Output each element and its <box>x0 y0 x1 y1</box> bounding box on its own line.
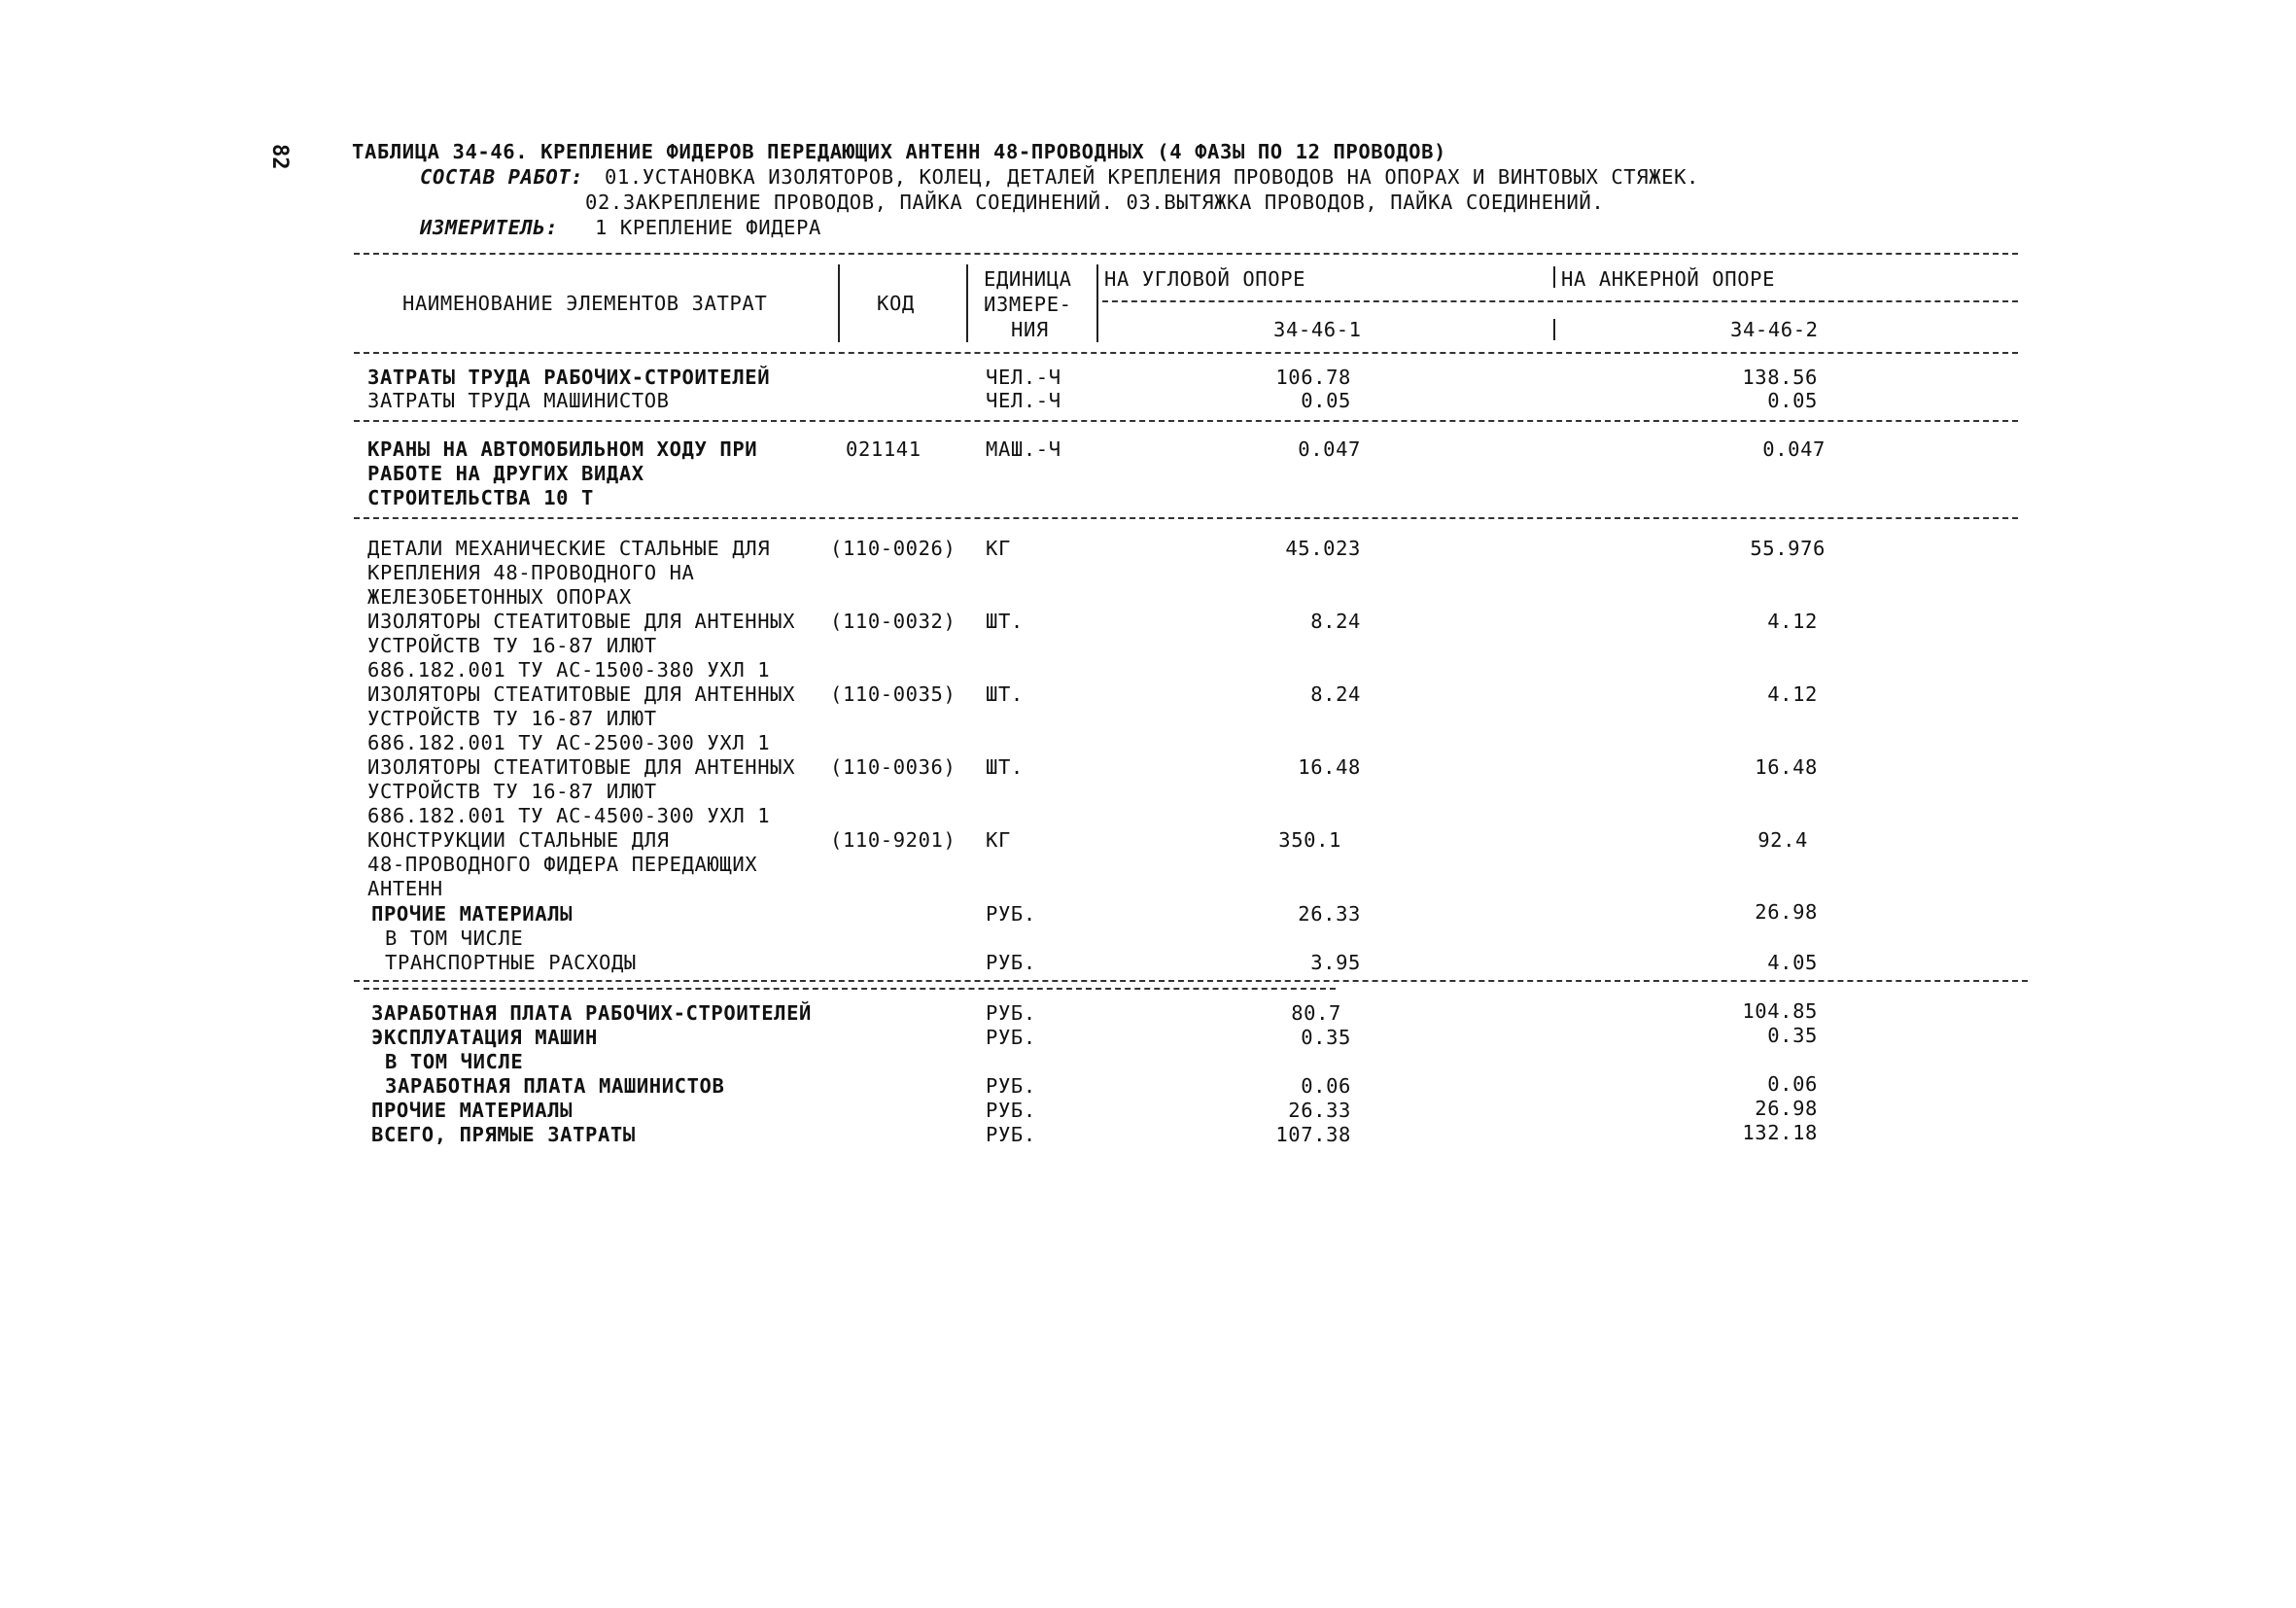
row-value-anchor: 26.98 <box>1755 900 1818 924</box>
row-value-anchor: 4.12 <box>1767 610 1818 633</box>
row-value-anchor: 92.4 <box>1757 828 1808 852</box>
column-header-code-1: 34-46-1 <box>1273 318 1362 341</box>
column-separator <box>1096 264 1098 342</box>
row-name: КРАНЫ НА АВТОМОБИЛЬНОМ ХОДУ ПРИ <box>367 437 758 461</box>
column-header-angle-support: НА УГЛОВОЙ ОПОРЕ <box>1104 267 1306 291</box>
column-separator <box>1553 319 1555 340</box>
row-value-anchor: 55.976 <box>1750 537 1826 560</box>
row-value-angle: 16.48 <box>1298 755 1361 779</box>
section-rule <box>364 988 1336 990</box>
row-value-anchor: 4.05 <box>1767 951 1818 974</box>
column-header-anchor-support: НА АНКЕРНОЙ ОПОРЕ <box>1561 267 1776 291</box>
row-name-cont: 686.182.001 ТУ АС-4500-300 УХЛ 1 <box>367 804 771 827</box>
row-name-cont: УСТРОЙСТВ ТУ 16-87 ИЛЮТ <box>367 634 657 657</box>
row-value-angle: 45.023 <box>1285 537 1361 560</box>
table-top-rule <box>354 253 2018 255</box>
row-value-angle: 8.24 <box>1310 610 1361 633</box>
row-value-angle: 106.78 <box>1275 366 1351 389</box>
row-name-cont: 48-ПРОВОДНОГО ФИДЕРА ПЕРЕДАЮЩИХ <box>367 853 758 876</box>
row-unit: ШТ. <box>986 682 1024 706</box>
row-unit: РУБ. <box>986 1026 1036 1049</box>
row-unit: МАШ.-Ч <box>986 437 1061 461</box>
row-unit: КГ <box>986 828 1011 852</box>
row-unit: ЧЕЛ.-Ч <box>986 366 1061 389</box>
row-value-anchor: 26.98 <box>1755 1097 1818 1120</box>
row-value-angle: 350.1 <box>1278 828 1341 852</box>
row-name-cont: АНТЕНН <box>367 877 443 900</box>
row-code: (110-9201) <box>830 828 957 852</box>
row-name: ПРОЧИЕ МАТЕРИАЛЫ <box>371 902 574 926</box>
row-unit: КГ <box>986 537 1011 560</box>
row-name-cont: УСТРОЙСТВ ТУ 16-87 ИЛЮТ <box>367 780 657 803</box>
row-name: ИЗОЛЯТОРЫ СТЕАТИТОВЫЕ ДЛЯ АНТЕННЫХ <box>367 682 796 706</box>
row-subheading: В ТОМ ЧИСЛЕ <box>385 1050 524 1073</box>
row-value-angle: 0.06 <box>1301 1074 1351 1098</box>
row-code: (110-0036) <box>830 755 957 779</box>
work-composition-line2: 02.ЗАКРЕПЛЕНИЕ ПРОВОДОВ, ПАЙКА СОЕДИНЕНИЙ. 03.ВЫТЯЖКА ПРОВОДОВ, ПАЙКА СОЕДИНЕНИЙ. <box>585 191 1605 214</box>
row-name: ТРАНСПОРТНЫЕ РАСХОДЫ <box>385 951 637 974</box>
row-name-cont: КРЕПЛЕНИЯ 48-ПРОВОДНОГО НА <box>367 561 695 584</box>
column-separator <box>838 264 840 342</box>
column-header-unit-line2: ИЗМЕРЕ- <box>984 293 1072 316</box>
row-value-angle: 3.95 <box>1310 951 1361 974</box>
row-name-cont: СТРОИТЕЛЬСТВА 10 Т <box>367 486 594 509</box>
row-code: (110-0035) <box>830 682 957 706</box>
row-value-anchor: 138.56 <box>1742 366 1818 389</box>
column-header-name: НАИМЕНОВАНИЕ ЭЛЕМЕНТОВ ЗАТРАТ <box>402 292 768 315</box>
page-number: 82 <box>267 144 292 170</box>
row-name: ЗАРАБОТНАЯ ПЛАТА МАШИНИСТОВ <box>385 1074 725 1098</box>
row-value-anchor: 132.18 <box>1742 1121 1818 1144</box>
section-rule <box>354 420 2018 422</box>
column-header-code-2: 34-46-2 <box>1730 318 1819 341</box>
row-value-angle: 0.047 <box>1298 437 1361 461</box>
table-title: ТАБЛИЦА 34-46. КРЕПЛЕНИЕ ФИДЕРОВ ПЕРЕДАЮЩИХ АНТЕНН 48-ПРОВОДНЫХ (4 ФАЗЫ ПО 12 ПРОВОДОВ) <box>352 140 1446 163</box>
row-unit: ШТ. <box>986 610 1024 633</box>
row-subheading: В ТОМ ЧИСЛЕ <box>385 926 524 950</box>
row-unit: ЧЕЛ.-Ч <box>986 389 1061 412</box>
row-value-angle: 80.7 <box>1291 1001 1341 1025</box>
row-value-angle: 0.05 <box>1301 389 1351 412</box>
column-header-code: КОД <box>877 292 915 315</box>
row-name: ЗАТРАТЫ ТРУДА РАБОЧИХ-СТРОИТЕЛЕЙ <box>367 366 771 389</box>
row-value-anchor: 0.05 <box>1767 389 1818 412</box>
row-name: ЗАРАБОТНАЯ ПЛАТА РАБОЧИХ-СТРОИТЕЛЕЙ <box>371 1001 812 1025</box>
row-value-angle: 8.24 <box>1310 682 1361 706</box>
row-name-cont: РАБОТЕ НА ДРУГИХ ВИДАХ <box>367 462 644 485</box>
column-separator <box>1553 266 1555 288</box>
row-value-angle: 0.35 <box>1301 1026 1351 1049</box>
group-header-rule <box>1102 300 2018 302</box>
header-bottom-rule <box>354 352 2018 354</box>
row-name-cont: 686.182.001 ТУ АС-2500-300 УХЛ 1 <box>367 731 771 754</box>
work-composition-line1: 01.УСТАНОВКА ИЗОЛЯТОРОВ, КОЛЕЦ, ДЕТАЛЕЙ КРЕПЛЕНИЯ ПРОВОДОВ НА ОПОРАХ И ВИНТОВЫХ СТЯЖЕК. <box>605 165 1699 189</box>
row-name: КОНСТРУКЦИИ СТАЛЬНЫЕ ДЛЯ <box>367 828 670 852</box>
row-value-angle: 26.33 <box>1298 902 1361 926</box>
row-value-angle: 26.33 <box>1288 1099 1351 1122</box>
row-unit: РУБ. <box>986 1099 1036 1122</box>
row-unit: РУБ. <box>986 1123 1036 1146</box>
row-name: ИЗОЛЯТОРЫ СТЕАТИТОВЫЕ ДЛЯ АНТЕННЫХ <box>367 755 796 779</box>
column-header-unit-line3: НИЯ <box>1011 318 1049 341</box>
row-code: (110-0032) <box>830 610 957 633</box>
row-unit: РУБ. <box>986 951 1036 974</box>
row-name-cont: 686.182.001 ТУ АС-1500-380 УХЛ 1 <box>367 658 771 682</box>
row-value-angle: 107.38 <box>1275 1123 1351 1146</box>
row-value-anchor: 0.06 <box>1767 1072 1818 1096</box>
row-name: ВСЕГО, ПРЯМЫЕ ЗАТРАТЫ <box>371 1123 636 1146</box>
row-unit: РУБ. <box>986 902 1036 926</box>
row-name-cont: ЖЕЛЕЗОБЕТОННЫХ ОПОРАХ <box>367 585 632 609</box>
row-name-cont: УСТРОЙСТВ ТУ 16-87 ИЛЮТ <box>367 707 657 730</box>
row-value-anchor: 4.12 <box>1767 682 1818 706</box>
row-name: ДЕТАЛИ МЕХАНИЧЕСКИЕ СТАЛЬНЫЕ ДЛЯ <box>367 537 771 560</box>
section-rule <box>354 517 2018 519</box>
work-composition-label: СОСТАВ РАБОТ: <box>420 165 584 189</box>
column-header-unit-line1: ЕДИНИЦА <box>984 267 1072 291</box>
meter-label: ИЗМЕРИТЕЛЬ: <box>420 216 559 239</box>
row-code: (110-0026) <box>830 537 957 560</box>
row-code: 021141 <box>846 437 922 461</box>
row-name: ПРОЧИЕ МАТЕРИАЛЫ <box>371 1099 574 1122</box>
row-unit: ШТ. <box>986 755 1024 779</box>
row-value-anchor: 16.48 <box>1755 755 1818 779</box>
section-rule <box>354 980 2028 982</box>
row-value-anchor: 0.35 <box>1767 1024 1818 1047</box>
row-unit: РУБ. <box>986 1074 1036 1098</box>
meter-value: 1 КРЕПЛЕНИЕ ФИДЕРА <box>595 216 821 239</box>
row-name: ЗАТРАТЫ ТРУДА МАШИНИСТОВ <box>367 389 670 412</box>
row-unit: РУБ. <box>986 1001 1036 1025</box>
row-name: ЭКСПЛУАТАЦИЯ МАШИН <box>371 1026 598 1049</box>
row-name: ИЗОЛЯТОРЫ СТЕАТИТОВЫЕ ДЛЯ АНТЕННЫХ <box>367 610 796 633</box>
row-value-anchor: 104.85 <box>1742 999 1818 1023</box>
column-separator <box>966 264 968 342</box>
row-value-anchor: 0.047 <box>1762 437 1826 461</box>
